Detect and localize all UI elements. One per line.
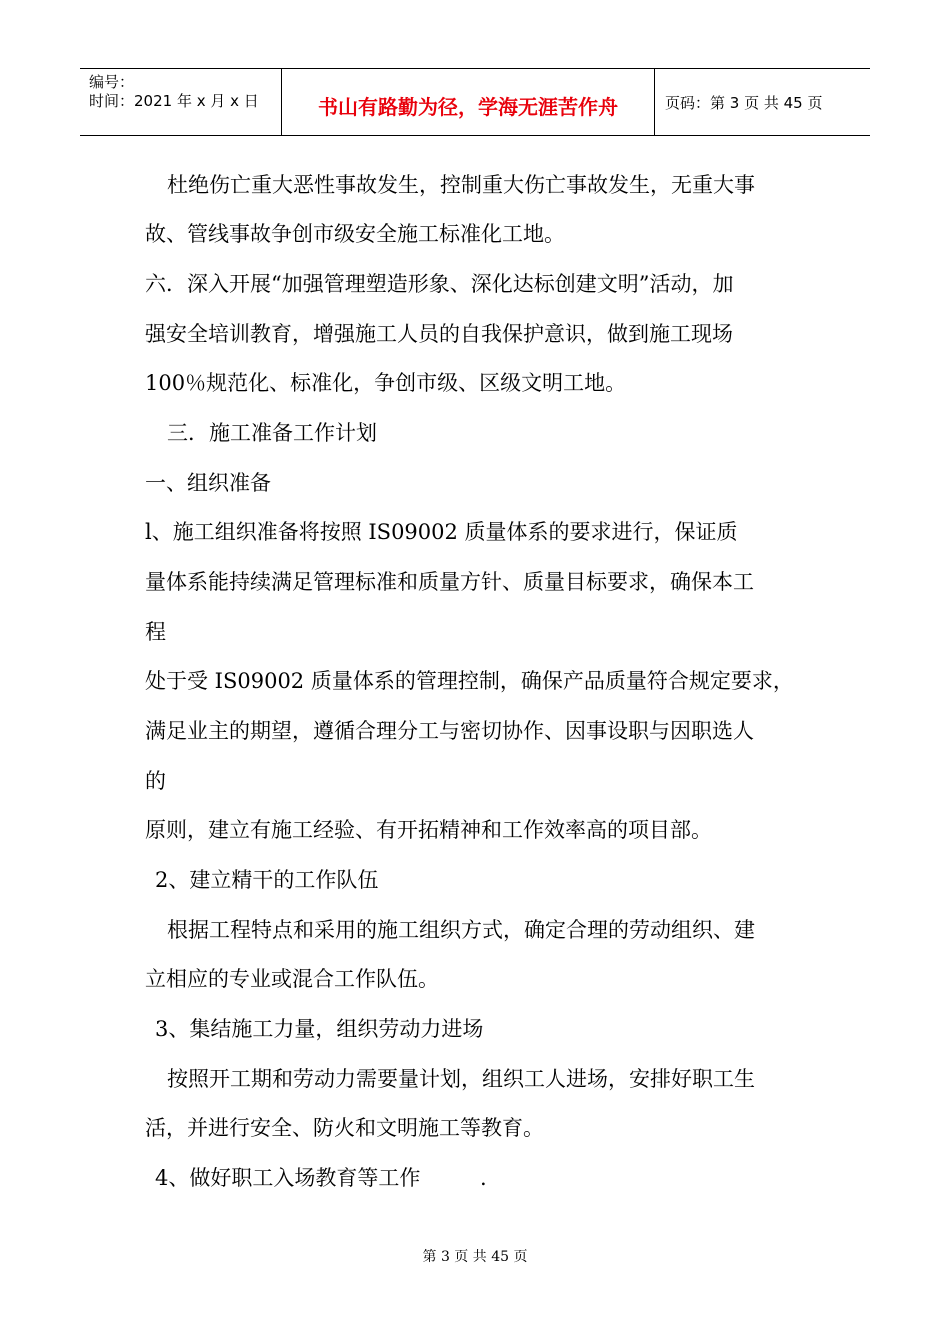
header-page-number: 页码：第 3 页 共 45 页 <box>665 94 823 112</box>
trailing-period: . <box>480 1166 487 1190</box>
body-line: 杜绝伤亡重大恶性事故发生，控制重大伤亡事故发生，无重大事 <box>167 173 755 197</box>
header-info-cell <box>80 69 282 135</box>
body-line: l、施工组织准备将按照 IS09002 质量体系的要求进行，保证质 <box>145 520 738 544</box>
header-motto-cell <box>282 69 655 135</box>
header-motto: 书山有路勤为径，学海无涯苦作舟 <box>318 95 618 119</box>
body-line: 原则，建立有施工经验、有开拓精神和工作效率高的项目部。 <box>145 818 712 842</box>
body-line: 100％规范化、标准化，争创市级、区级文明工地。 <box>145 371 627 395</box>
list-item-heading: 2、建立精干的工作队伍 <box>155 868 379 892</box>
body-line: 强安全培训教育，增强施工人员的自我保护意识，做到施工现场 <box>145 322 733 346</box>
body-line: 按照开工期和劳动力需要量计划，组织工人进场，安排好职工生 <box>167 1067 755 1091</box>
body-line: 根据工程特点和采用的施工组织方式，确定合理的劳动组织、建 <box>167 918 755 942</box>
body-line: 的 <box>145 769 166 793</box>
body-line: 处于受 IS09002 质量体系的管理控制，确保产品质量符合规定要求， <box>145 669 794 693</box>
body-line: 活，并进行安全、防火和文明施工等教育。 <box>145 1116 544 1140</box>
body-line: 量体系能持续满足管理标准和质量方针、质量目标要求，确保本工 <box>145 570 754 594</box>
body-line: 故、管线事故争创市级安全施工标准化工地。 <box>145 222 565 246</box>
list-item-heading: 3、集结施工力量，组织劳动力进场 <box>155 1017 484 1041</box>
body-line: 立相应的专业或混合工作队伍。 <box>145 967 439 991</box>
page-header <box>80 68 870 136</box>
body-line: 六．深入开展“加强管理塑造形象、深化达标创建文明”活动，加 <box>145 272 734 296</box>
section-heading: 三．施工准备工作计划 <box>167 421 377 445</box>
header-page-cell <box>655 69 870 135</box>
page-footer: 第 3 页 共 45 页 <box>422 1249 528 1265</box>
subsection-heading: 一、组织准备 <box>145 471 271 495</box>
body-line: 程 <box>145 620 166 644</box>
document-number-label: 编号： <box>89 73 135 91</box>
list-item-heading: 4、做好职工入场教育等工作 <box>155 1166 421 1190</box>
body-line: 满足业主的期望，遵循合理分工与密切协作、因事设职与因职选人 <box>145 719 754 743</box>
document-date-label: 时间：2021 年 x 月 x 日 <box>89 92 259 110</box>
